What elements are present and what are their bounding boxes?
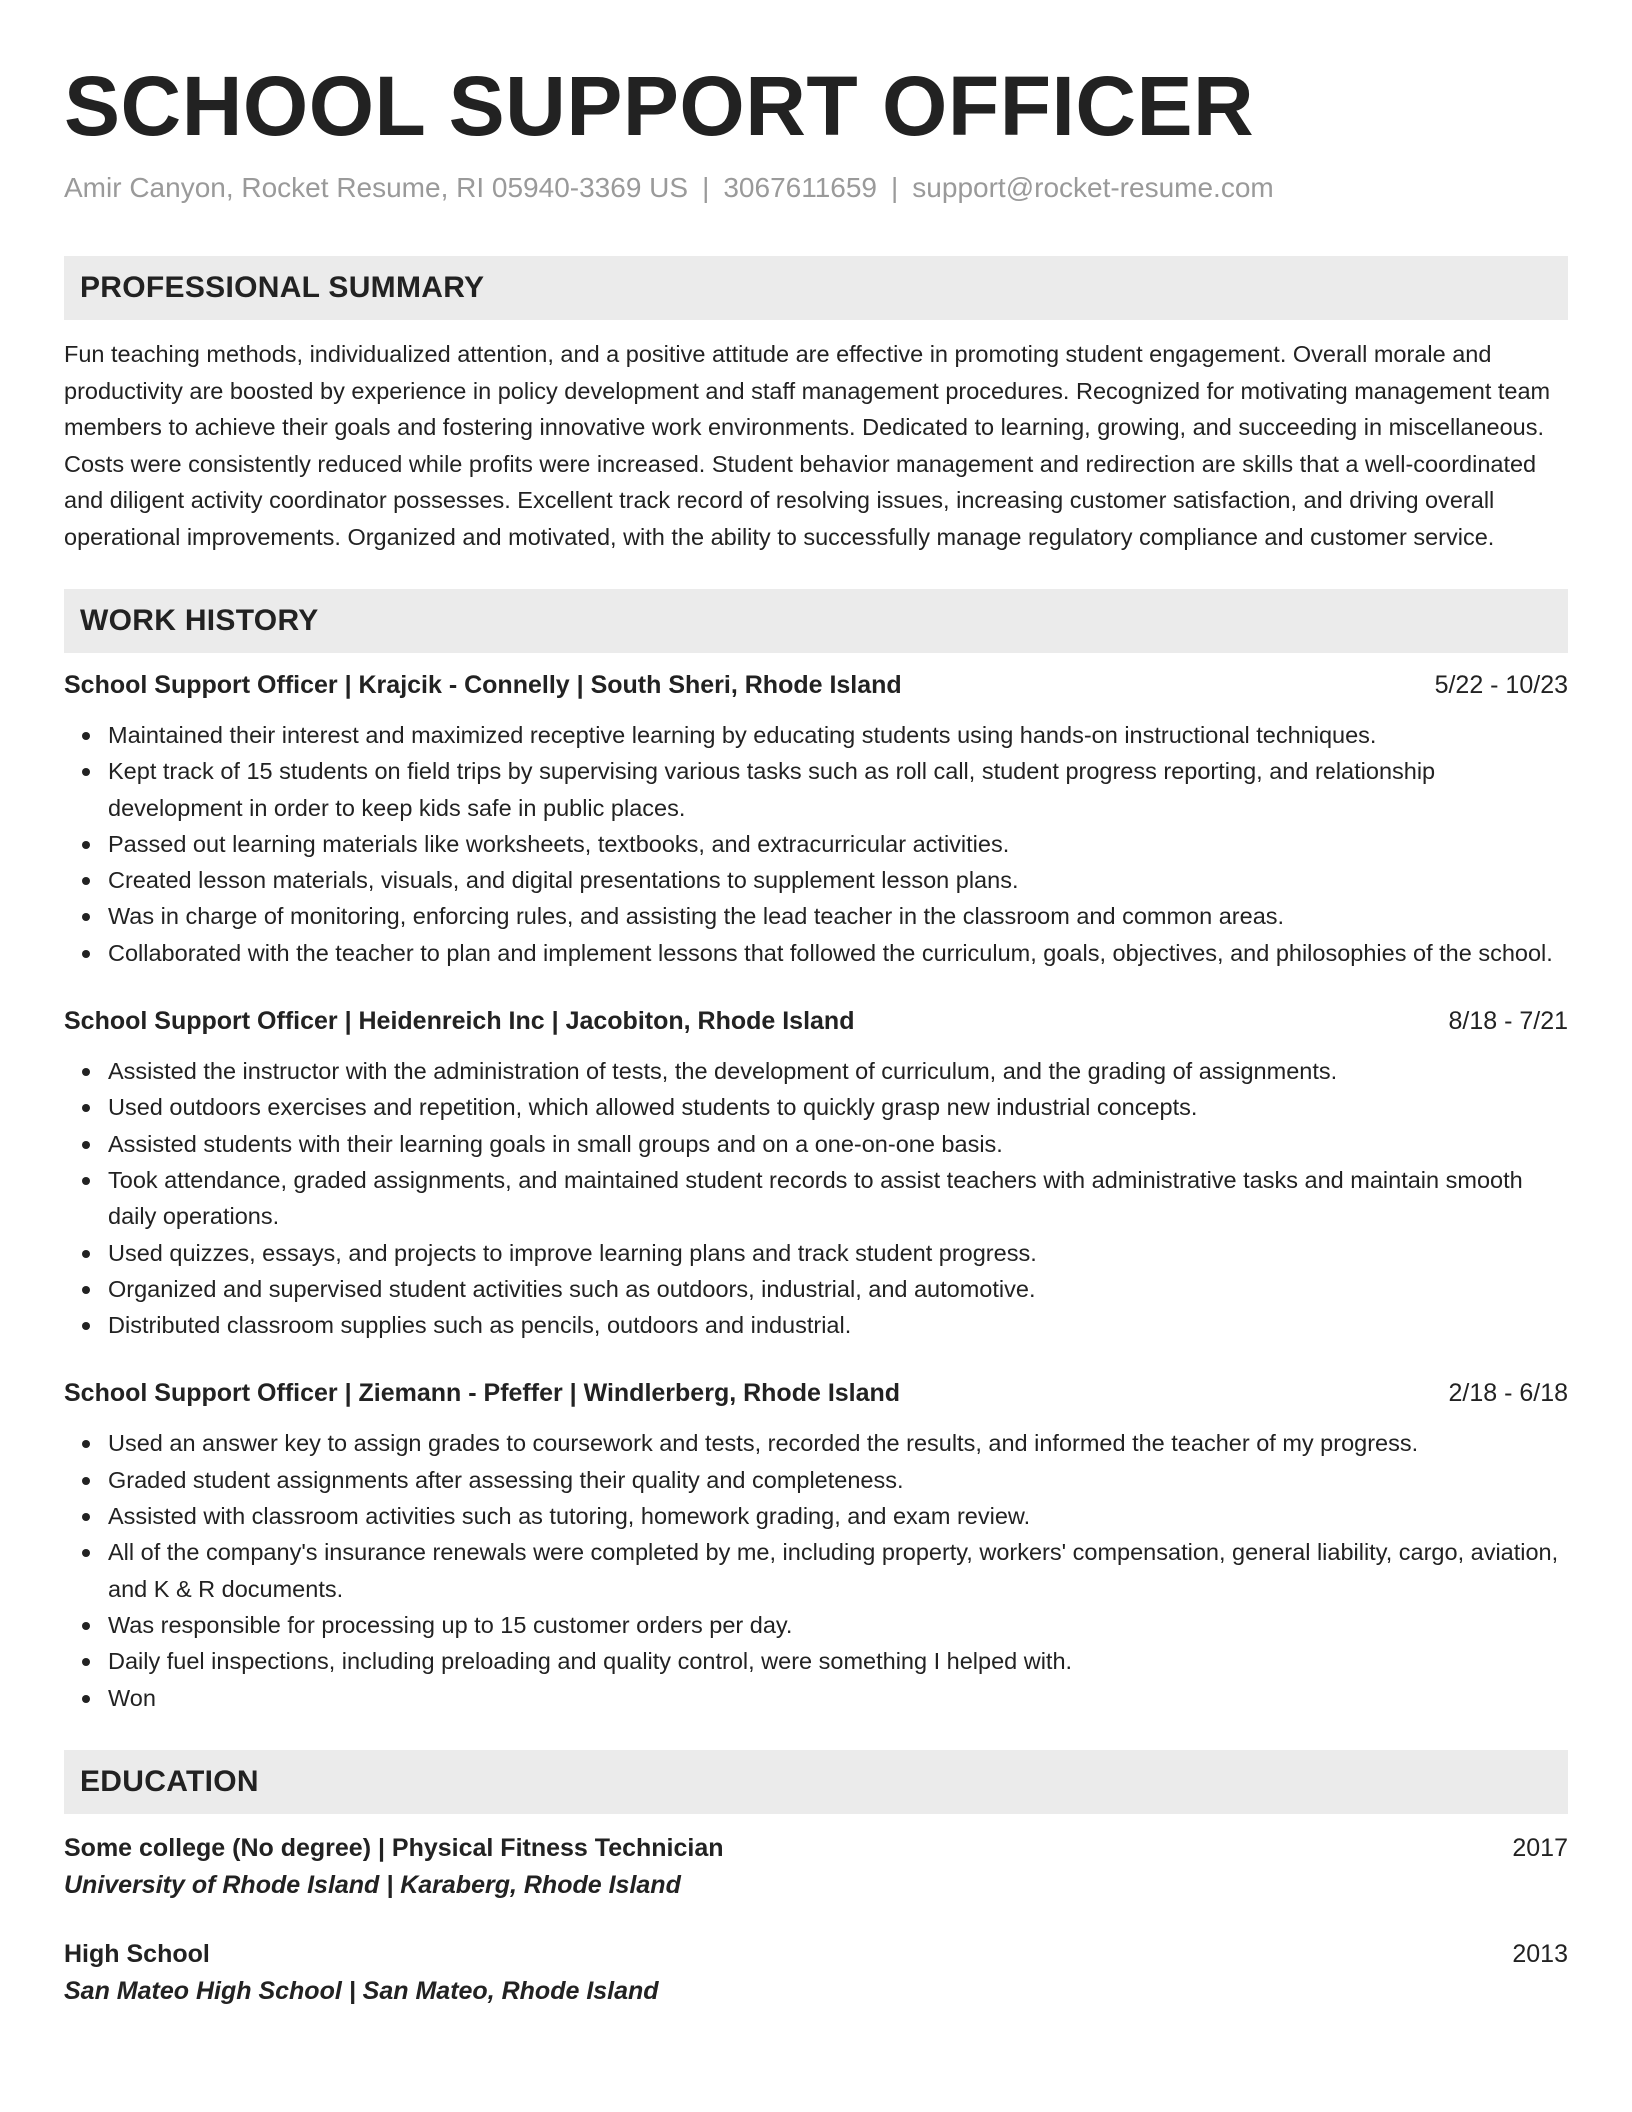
education-year: 2013 [1512,1939,1568,1968]
education-title: High School [64,1939,210,1968]
education-header [64,1936,1568,1973]
job-bullet: Maintained their interest and maximized receptive learning by educating students using hands-on instructional techniques. [108,717,1568,753]
job-bullet: Created lesson materials, visuals, and digital presentations to supplement lesson plans. [108,862,1568,898]
contact-address: Amir Canyon, Rocket Resume, RI 05940-3369 US [64,172,689,203]
job-bullet: All of the company's insurance renewals were completed by me, including property, workers' compensation, general liability, cargo, aviation, and K & R documents. [108,1534,1568,1607]
job-bullet: Kept track of 15 students on field trips by supervising various tasks such as roll call, student progress reporting, and relationship development in order to keep kids safe in public places. [108,753,1568,826]
job-header [64,667,1568,703]
job-bullet: Passed out learning materials like worksheets, textbooks, and extracurricular activities. [108,826,1568,862]
education-year: 2017 [1512,1833,1568,1862]
job-bullet: Took attendance, graded assignments, and maintained student records to assist teachers with administrative tasks and maintain smooth daily operations. [108,1162,1568,1235]
job-bullet: Distributed classroom supplies such as pencils, outdoors and industrial. [108,1307,1568,1343]
job-bullet: Was responsible for processing up to 15 customer orders per day. [108,1607,1568,1643]
job-bullet: Assisted with classroom activities such as tutoring, homework grading, and exam review. [108,1498,1568,1534]
education-school: University of Rhode Island | Karaberg, Rhode Island [64,1870,681,1899]
job-bullets [64,717,1568,971]
contact-phone: 3067611659 [723,172,878,203]
education-title: Some college (No degree) | Physical Fitness Technician [64,1833,724,1862]
job-bullet: Used an answer key to assign grades to coursework and tests, recorded the results, and informed the teacher of my progress. [108,1425,1568,1461]
job-entry [64,1375,1568,1715]
job-bullets [64,1053,1568,1343]
summary-text: Fun teaching methods, individualized attention, and a positive attitude are effective in promoting student engagement. Overall morale and productivity are boosted by experience in policy development and staff management procedures. Recognized for motivating management team members to achieve their goals and fostering innovative work environments. Dedicated to learning, growing, and succeeding in miscellaneous. Costs were consistently reduced while profits were increased. Student behavior management and redirection are skills that a well-coordinated and diligent activity coordinator possesses. Excellent track record of resolving issues, increasing customer satisfaction, and driving overall operational improvements. Organized and motivated, with the ability to successfully manage regulatory compliance and customer service. [64,341,1551,550]
job-dates: 5/22 - 10/23 [1434,671,1568,699]
job-bullet: Used outdoors exercises and repetition, which allowed students to quickly grasp new industrial concepts. [108,1089,1568,1125]
job-entry [64,1003,1568,1343]
education-school: San Mateo High School | San Mateo, Rhode Island [64,1976,659,2005]
job-entry [64,667,1568,971]
contact-separator: | [891,172,899,203]
education-header [64,1830,1568,1867]
job-bullet: Collaborated with the teacher to plan and implement lessons that followed the curriculum, goals, objectives, and philosophies of the school. [108,935,1568,971]
job-header [64,1375,1568,1411]
job-title: School Support Officer | Heidenreich Inc | Jacobiton, Rhode Island [64,1007,855,1036]
job-bullet: Used quizzes, essays, and projects to improve learning plans and track student progress. [108,1235,1568,1271]
job-header [64,1003,1568,1039]
job-bullets [64,1425,1568,1715]
job-dates: 2/18 - 6/18 [1448,1379,1568,1408]
job-title: School Support Officer | Krajcik - Connelly | South Sheri, Rhode Island [64,671,902,699]
job-bullet: Was in charge of monitoring, enforcing rules, and assisting the lead teacher in the classroom and common areas. [108,898,1568,934]
job-bullet: Organized and supervised student activities such as outdoors, industrial, and automotive. [108,1271,1568,1307]
job-bullet: Won [108,1680,1568,1716]
job-bullet: Graded student assignments after assessing their quality and completeness. [108,1462,1568,1498]
section-header-education: EDUCATION [64,1750,1568,1814]
job-dates: 8/18 - 7/21 [1448,1007,1568,1036]
job-bullet: Assisted students with their learning goals in small groups and on a one-on-one basis. [108,1126,1568,1162]
job-bullet: Assisted the instructor with the administration of tests, the development of curriculum, and the grading of assignments. [108,1053,1568,1089]
job-bullet: Daily fuel inspections, including preloading and quality control, were something I helped with. [108,1643,1568,1679]
section-header-work-history: WORK HISTORY [64,589,1568,653]
contact-email: support@rocket-resume.com [912,172,1274,203]
section-header-summary: PROFESSIONAL SUMMARY [64,256,1568,320]
contact-separator: | [702,172,710,203]
education-entry [64,1830,1568,1904]
education-entry [64,1936,1568,2010]
resume-name-title: SCHOOL SUPPORT OFFICER [64,59,1255,153]
contact-line [64,170,1568,206]
job-title: School Support Officer | Ziemann - Pfeffer | Windlerberg, Rhode Island [64,1379,901,1408]
